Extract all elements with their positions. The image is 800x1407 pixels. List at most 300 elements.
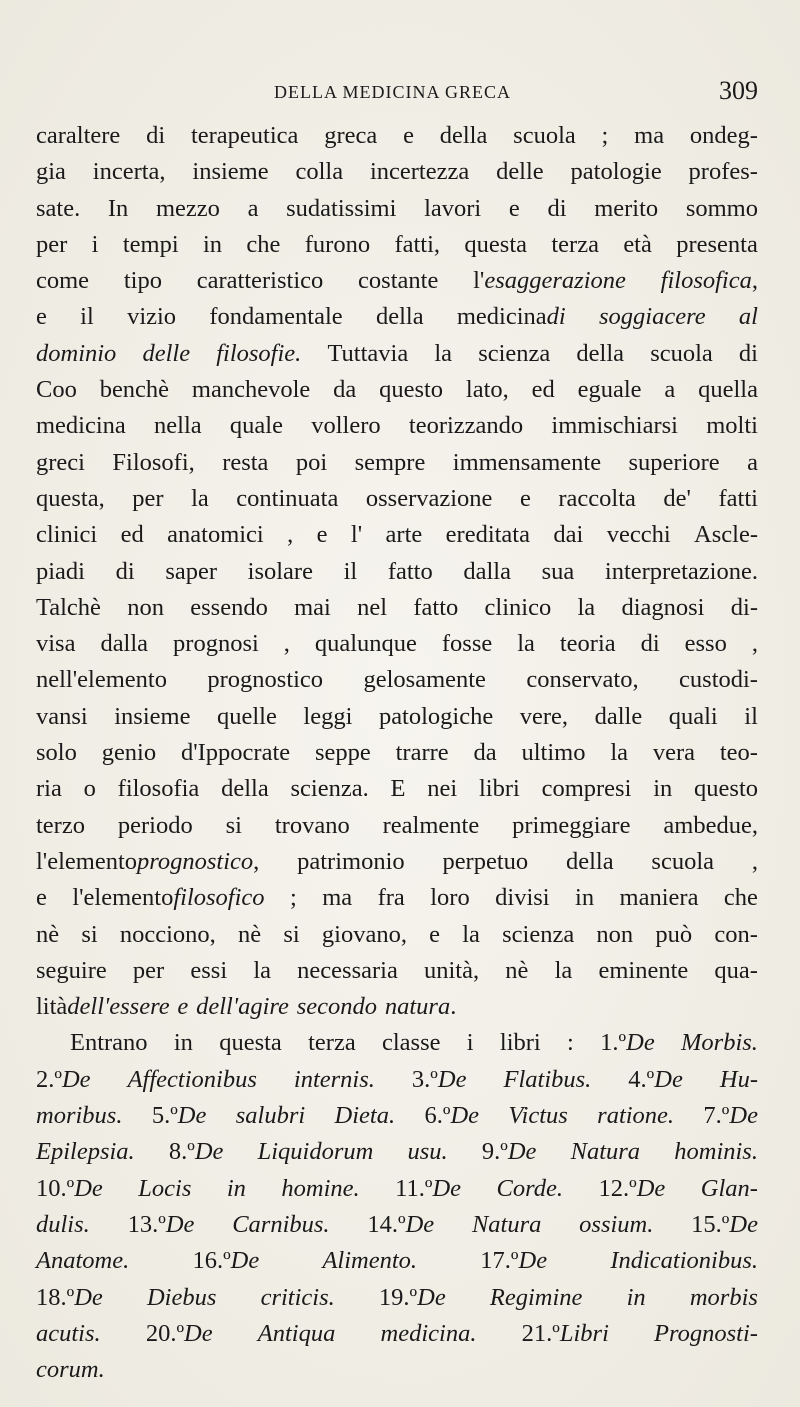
word: sate. — [36, 194, 81, 222]
word: divisi — [495, 884, 550, 912]
word: arte — [385, 521, 423, 549]
word: terza — [308, 1029, 356, 1057]
word: morbis — [689, 1283, 758, 1311]
word: Dieta. — [334, 1102, 396, 1130]
word: immensamente — [452, 448, 602, 476]
word: de' — [663, 484, 691, 512]
word: ereditata — [445, 521, 530, 549]
word: 21.ºLibri — [521, 1319, 609, 1347]
text-line — [36, 917, 758, 953]
word: fondamentale — [209, 303, 343, 331]
word: soggiacere — [599, 303, 706, 331]
word: interpretazione. — [604, 557, 758, 585]
word: e — [519, 484, 531, 512]
text-line — [36, 1207, 758, 1243]
word: di — [738, 339, 758, 367]
word: tempi — [122, 230, 179, 258]
word: l'elementofilosofico — [72, 884, 265, 912]
word: Entrano — [70, 1029, 148, 1057]
word: ma — [634, 122, 665, 149]
word: sempre — [354, 448, 426, 476]
word: nè — [238, 920, 262, 948]
word: in — [226, 1174, 246, 1202]
text-line — [36, 808, 758, 844]
word: vollero — [311, 412, 381, 440]
word: di — [640, 630, 660, 658]
word: In — [107, 194, 129, 222]
word: resta — [222, 448, 269, 476]
word: libri — [499, 1029, 541, 1057]
word: corum. — [36, 1356, 105, 1384]
word: clinico — [484, 593, 552, 621]
word: vecchi — [606, 521, 671, 549]
text-line — [36, 263, 758, 299]
word: essendo — [190, 593, 268, 621]
word: fatti, — [394, 230, 441, 258]
text-line — [36, 336, 758, 372]
text-line — [36, 481, 758, 517]
word: si — [225, 811, 242, 839]
word: merito — [594, 194, 659, 222]
word: 5.ºDe — [151, 1102, 207, 1130]
word: teorizzando — [408, 412, 524, 440]
word: la — [577, 593, 596, 621]
word: 17.ºDe — [480, 1247, 548, 1275]
word: Victus — [508, 1102, 568, 1130]
word: che — [246, 230, 281, 258]
page-number: 309 — [719, 76, 758, 105]
word: si — [283, 920, 300, 948]
word: ratione. — [597, 1102, 675, 1130]
word: Affectionibus — [127, 1065, 257, 1093]
word: filosofica, — [660, 267, 758, 295]
word: Glan- — [700, 1174, 758, 1202]
word: nel — [357, 593, 388, 621]
word: greci — [36, 448, 85, 476]
word: piadi — [36, 557, 85, 585]
word: nè — [505, 956, 529, 984]
word: Coo — [36, 376, 77, 404]
word: , — [751, 847, 758, 875]
word: quella — [698, 376, 758, 404]
word: o — [83, 775, 96, 803]
word: Locis — [138, 1174, 192, 1202]
word: continuata — [236, 484, 339, 512]
word: fatto — [413, 593, 459, 621]
word: i — [466, 1029, 474, 1057]
word: 15.ºDe — [691, 1210, 758, 1238]
word: mezzo — [155, 194, 220, 222]
word: vera — [652, 739, 696, 767]
word: incertezza — [369, 158, 470, 186]
text-line — [36, 1025, 758, 1061]
text-line — [36, 844, 758, 880]
word: d'Ippocrate — [180, 739, 291, 767]
word: l'elementoprognostico, — [36, 847, 260, 875]
word: delle — [142, 339, 191, 367]
word: vere, — [519, 702, 569, 730]
word: 19.ºDe — [378, 1283, 446, 1311]
text-line — [36, 118, 758, 154]
word: Natura — [471, 1210, 542, 1238]
word: dominio — [36, 339, 117, 367]
text-line — [36, 1062, 758, 1098]
word: mai — [294, 593, 331, 621]
word: e — [508, 194, 520, 222]
word: e — [177, 993, 189, 1021]
word: e — [36, 303, 47, 331]
word: la — [554, 956, 573, 984]
word: Hu- — [719, 1065, 758, 1093]
word: i — [91, 230, 99, 258]
word: la — [253, 956, 271, 984]
word: caratteristico — [196, 267, 324, 295]
word: in — [626, 1283, 646, 1311]
word: seppe — [314, 739, 371, 767]
word: ambedue, — [663, 811, 758, 839]
word: leggi — [303, 702, 353, 730]
word: l' — [350, 521, 363, 549]
body-text — [36, 118, 758, 1388]
word: gia — [36, 158, 66, 186]
word: della — [439, 122, 488, 149]
word: : — [567, 1029, 574, 1057]
word: Morbis. — [681, 1029, 758, 1057]
word: nella — [154, 412, 202, 440]
word: dai — [553, 521, 584, 549]
text-line — [36, 590, 758, 626]
word: Ascle- — [694, 521, 758, 549]
word: libri — [478, 775, 520, 803]
text-line — [36, 191, 758, 227]
word: ; — [289, 884, 297, 912]
word: si — [81, 920, 98, 948]
word: trovano — [274, 811, 350, 839]
word: insieme — [114, 702, 191, 730]
word: genio — [101, 739, 157, 767]
word: da — [333, 376, 357, 404]
word: Corde. — [496, 1174, 563, 1202]
word: prognosi — [173, 630, 259, 658]
word: ed — [120, 521, 144, 549]
word: anatomici — [167, 521, 264, 549]
word: il — [744, 702, 758, 730]
word: 4.ºDe — [628, 1065, 683, 1093]
word: secondo — [296, 993, 378, 1021]
word: questo — [379, 376, 444, 404]
word: fra — [377, 884, 405, 912]
word: visa — [36, 630, 76, 658]
word: hominis. — [674, 1138, 758, 1166]
word: a — [664, 376, 676, 404]
text-line — [36, 445, 758, 481]
text-line — [36, 880, 758, 916]
word: terapeutica — [190, 122, 299, 149]
word: Epilepsia. — [36, 1138, 135, 1166]
word: questa — [219, 1029, 282, 1057]
word: nell'elemento — [36, 666, 167, 694]
word: Filosofi, — [112, 448, 195, 476]
word: profes- — [688, 158, 758, 186]
text-line — [36, 771, 758, 807]
word: qua- — [714, 956, 758, 984]
word: patrimonio — [297, 847, 405, 875]
word: quali — [668, 702, 718, 730]
word: che — [723, 884, 758, 912]
word: a — [747, 448, 758, 476]
word: 9.ºDe — [481, 1138, 537, 1166]
word: medicina — [36, 412, 126, 440]
word: età — [623, 230, 652, 258]
word: della — [375, 303, 424, 331]
word: in — [173, 1029, 193, 1057]
word: isolare — [247, 557, 313, 585]
word: prognostico — [207, 666, 324, 694]
word: ondeg- — [689, 122, 758, 149]
word: di — [115, 557, 135, 585]
word: vansi — [36, 702, 88, 730]
word: dulis. — [36, 1210, 90, 1238]
word: caraltere — [36, 122, 121, 149]
word: Antiqua — [257, 1319, 336, 1347]
word: con- — [714, 920, 758, 948]
word: Liquidorum — [257, 1138, 374, 1166]
word: immischiarsi — [551, 412, 678, 440]
word: Diebus — [146, 1283, 217, 1311]
word: non — [596, 920, 634, 948]
word: e — [36, 884, 47, 912]
word: qualunque — [314, 630, 417, 658]
word: di- — [730, 593, 758, 621]
word: per — [132, 956, 165, 984]
word: seguire — [36, 956, 107, 984]
word: insieme — [192, 158, 269, 186]
word: quale — [229, 412, 283, 440]
word: l'esaggerazione — [473, 267, 626, 295]
word: 2.ºDe — [36, 1065, 91, 1093]
word: quelle — [217, 702, 277, 730]
word: poi — [295, 448, 328, 476]
word: osservazione — [365, 484, 493, 512]
word: in — [653, 775, 673, 803]
text-line — [36, 517, 758, 553]
word: in — [202, 230, 223, 258]
word: nei — [427, 775, 458, 803]
word: ria — [36, 775, 62, 803]
word: fatto — [387, 557, 433, 585]
text-line — [36, 1134, 758, 1170]
text-line — [36, 662, 758, 698]
word: manchevole — [191, 376, 311, 404]
word: ; — [601, 122, 609, 149]
text-line — [36, 735, 758, 771]
word: dalla — [463, 557, 511, 585]
text-line — [36, 1171, 758, 1207]
word: sommo — [685, 194, 758, 222]
word: acutis. — [36, 1319, 101, 1347]
word: la — [434, 339, 453, 367]
word: Regimine — [489, 1283, 583, 1311]
word: scienza — [478, 339, 551, 367]
word: essi — [190, 956, 228, 984]
word: Flatibus. — [503, 1065, 592, 1093]
word: giovano, — [321, 920, 407, 948]
word: unità, — [424, 956, 480, 984]
word: 11.ºDe — [395, 1174, 462, 1202]
word: la — [462, 920, 480, 948]
word: eminente — [598, 956, 689, 984]
word: a — [247, 194, 259, 222]
word: eguale — [577, 376, 642, 404]
running-head: DELLA MEDICINA GRECA — [274, 82, 511, 102]
word: dell'agire — [196, 993, 289, 1021]
word: la — [610, 739, 628, 767]
word: questo — [694, 775, 758, 803]
word: 8.ºDe — [168, 1138, 224, 1166]
word: Natura — [570, 1138, 641, 1166]
word: incerta, — [92, 158, 166, 186]
word: primeggiare — [512, 811, 631, 839]
text-line — [36, 699, 758, 735]
text-line — [36, 299, 758, 335]
word: terzo — [36, 811, 85, 839]
text-line — [36, 1316, 758, 1352]
word: per — [36, 230, 68, 258]
word: fatti — [718, 484, 758, 512]
word: la — [517, 630, 535, 658]
word: scuola — [650, 339, 713, 367]
word: di — [547, 194, 567, 222]
word: per — [132, 484, 164, 512]
word: al — [738, 303, 758, 331]
word: Alimento. — [322, 1247, 418, 1275]
word: diagnosi — [621, 593, 705, 621]
word: lato, — [465, 376, 509, 404]
word: presenta — [676, 230, 758, 258]
word: 20.ºDe — [145, 1319, 213, 1347]
word: della — [221, 775, 269, 803]
word: criticis. — [260, 1283, 335, 1311]
word: , — [287, 521, 294, 549]
word: raccolta — [558, 484, 636, 512]
word: e — [316, 521, 328, 549]
word: 7.ºDe — [703, 1102, 758, 1130]
word: di — [146, 122, 166, 149]
word: patologie — [570, 158, 662, 186]
word: nè — [36, 920, 60, 948]
word: custodi- — [679, 666, 758, 694]
word: scienza. — [290, 775, 369, 803]
word: esso — [684, 630, 727, 658]
word: nocciono, — [119, 920, 216, 948]
word: Anatome. — [36, 1247, 130, 1275]
word: sudatissimi — [286, 194, 397, 222]
text-line — [36, 154, 758, 190]
word: come — [36, 267, 90, 295]
word: realmente — [382, 811, 480, 839]
text-line — [36, 227, 758, 263]
word: 3.ºDe — [411, 1065, 467, 1093]
word: Talchè — [36, 593, 101, 621]
word: 10.ºDe — [36, 1174, 103, 1202]
word: Tuttavia — [327, 339, 409, 367]
word: E — [390, 775, 406, 803]
word: da — [473, 739, 497, 767]
word: e — [403, 122, 414, 149]
word: questa, — [36, 484, 105, 512]
word: internis. — [293, 1065, 375, 1093]
word: dalla — [100, 630, 149, 658]
word: furono — [304, 230, 371, 258]
word: gelosamente — [363, 666, 486, 694]
word: delle — [496, 158, 544, 186]
word: salubri — [235, 1102, 306, 1130]
word: litàdell'essere — [36, 993, 170, 1021]
text-line — [36, 989, 758, 1025]
word: in — [575, 884, 595, 912]
text-line — [36, 1243, 758, 1279]
word: può — [655, 920, 693, 948]
word: homine. — [281, 1174, 360, 1202]
word: dalle — [594, 702, 643, 730]
word: la — [191, 484, 209, 512]
word: greca — [324, 122, 378, 149]
word: patologiche — [378, 702, 494, 730]
text-line — [36, 953, 758, 989]
word: 12.ºDe — [598, 1174, 666, 1202]
word: tipo — [123, 267, 162, 295]
word: , — [283, 630, 290, 658]
word: vizio — [127, 303, 177, 331]
word: Indicationibus. — [610, 1247, 758, 1275]
word: costante — [358, 267, 439, 295]
word: moribus. — [36, 1102, 123, 1130]
word: il — [80, 303, 94, 331]
page-header — [36, 78, 758, 114]
text-line — [36, 626, 758, 662]
word: il — [343, 557, 358, 585]
word: sua — [541, 557, 575, 585]
word: 6.ºDe — [424, 1102, 480, 1130]
word: 18.ºDe — [36, 1283, 103, 1311]
word: della — [576, 339, 625, 367]
word: 1.ºDe — [600, 1029, 655, 1057]
word: natura. — [384, 993, 457, 1021]
word: filosofie. — [216, 339, 302, 367]
word: loro — [430, 884, 470, 912]
word: terza — [551, 230, 599, 258]
word: ultimo — [521, 739, 586, 767]
word: classe — [382, 1029, 441, 1057]
word: Carnibus. — [232, 1210, 330, 1238]
word: 14.ºDe — [367, 1210, 435, 1238]
word: della — [565, 847, 614, 875]
word: ossium. — [579, 1210, 654, 1238]
text-line — [36, 1098, 758, 1134]
word: compresi — [541, 775, 632, 803]
word: superiore — [628, 448, 720, 476]
word: conservato, — [526, 666, 639, 694]
word: Prognosti- — [654, 1319, 758, 1347]
word: scuola — [513, 122, 576, 149]
word: trarre — [395, 739, 449, 767]
word: maniera — [619, 884, 699, 912]
word: colla — [295, 158, 344, 186]
word: benchè — [99, 376, 170, 404]
word: questa — [464, 230, 527, 258]
text-line — [36, 554, 758, 590]
word: necessaria — [297, 956, 398, 984]
